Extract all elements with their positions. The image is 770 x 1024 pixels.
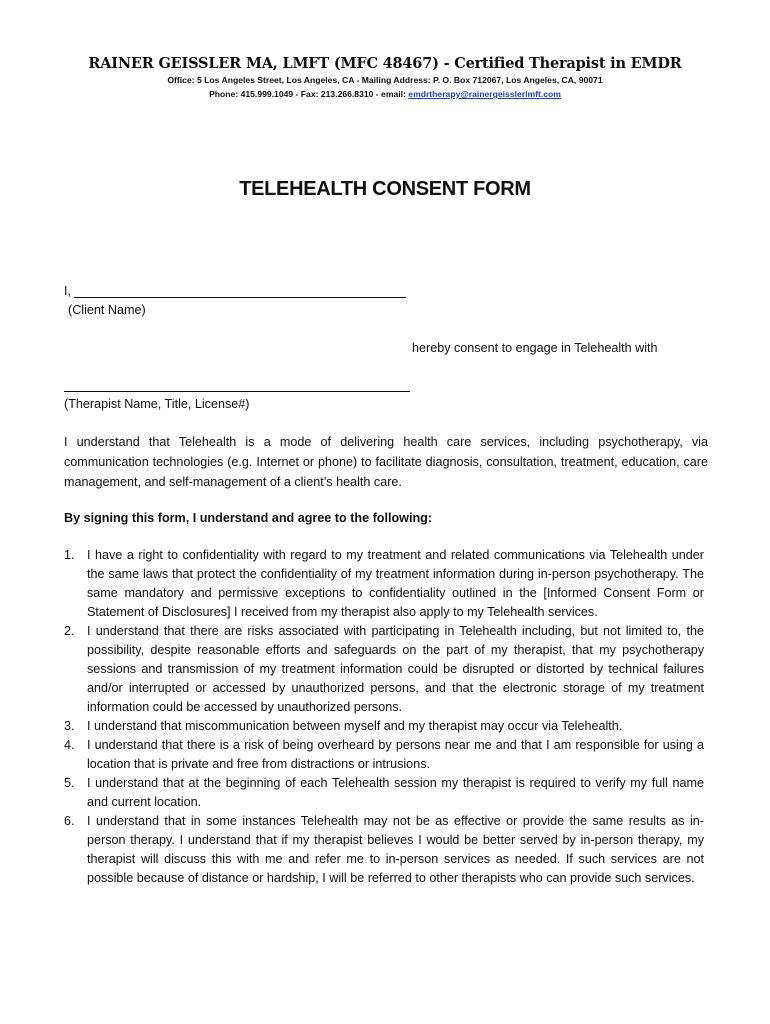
list-item [64, 736, 704, 774]
list-item-text: I understand that miscommunication between myself and my therapist may occur via Telehealth. [87, 719, 623, 733]
agreement-heading: By signing this form, I understand and agree to the following: [64, 511, 433, 525]
consent-items-list [64, 546, 704, 888]
therapist-name-field[interactable] [64, 391, 410, 392]
list-item-number: 4. [64, 738, 75, 752]
form-title: TELEHEALTH CONSENT FORM [239, 178, 531, 200]
list-item [64, 622, 704, 717]
letterhead-office-address: Office: 5 Los Angeles Street, Los Angeles, CA - Mailing Address: P. O. Box 712067, Los Angeles, CA, 90071 [167, 75, 603, 85]
list-item-number: 1. [64, 548, 75, 562]
letterhead-contact [0, 89, 770, 99]
list-item [64, 546, 704, 622]
list-item-text: I understand that at the beginning of each Telehealth session my therapist is required to verify my full name and current location. [87, 776, 704, 809]
list-item-text: I understand that there are risks associated with participating in Telehealth including, but not limited to, the possibility, despite reasonable efforts and safeguards on the part of my therapist, that my psychotherapy sessions and transmission of my treatment information could be disrupted or distorted by technical failures and/or interrupted or accessed by unauthorized persons, and that the electronic storage of my treatment information could be accessed by unauthorized persons. [87, 624, 704, 714]
letterhead-name: RAINER GEISSLER MA, LMFT (MFC 48467) - Certified Therapist in EMDR [88, 55, 682, 72]
list-item-text: I understand that there is a risk of being overheard by persons near me and that I am responsible for using a location that is private and free from distractions or intrusions. [87, 738, 704, 771]
client-name-label: (Client Name) [68, 303, 146, 317]
letterhead-phone-fax: Phone: 415.999.1049 - Fax: 213.266.8310 - email: [209, 89, 409, 99]
list-item-text: I understand that in some instances Telehealth may not be as effective or provide the same results as in-person therapy. I understand that if my therapist believes I would be better served by in-person therapy, my therapist will discuss this with me and refer me to in-person services as needed. If such services are not possible because of distance or hardship, I will be referred to other therapists who can provide such services. [87, 814, 704, 885]
list-item [64, 812, 704, 888]
client-name-row [64, 283, 406, 298]
list-item [64, 774, 704, 812]
consent-statement: hereby consent to engage in Telehealth with [412, 341, 658, 355]
list-item-number: 6. [64, 814, 75, 828]
list-item-number: 5. [64, 776, 75, 790]
client-name-field[interactable] [74, 283, 406, 298]
list-item-text: I have a right to confidentiality with regard to my treatment and related communications via Telehealth under the same laws that protect the confidentiality of my treatment information during in-person psychotherapy. The same mandatory and permissive exceptions to confidentiality outlined in the [Informed Consent Form or Statement of Disclosures] I received from my therapist also apply to my Telehealth services. [87, 548, 704, 619]
list-item-number: 3. [64, 719, 75, 733]
list-item [64, 717, 704, 736]
therapist-name-label: (Therapist Name, Title, License#) [64, 397, 250, 411]
email-link[interactable]: emdrtherapy@rainergeisslerlmft.com [408, 89, 561, 99]
intro-paragraph: I understand that Telehealth is a mode of delivering health care services, including psychotherapy, via communication technologies (e.g. Internet or phone) to facilitate diagnosis, consultation, treatment, education, care management, and self-management of a client’s health care. [64, 435, 708, 489]
client-prefix: I, [64, 284, 71, 298]
list-item-number: 2. [64, 624, 75, 638]
